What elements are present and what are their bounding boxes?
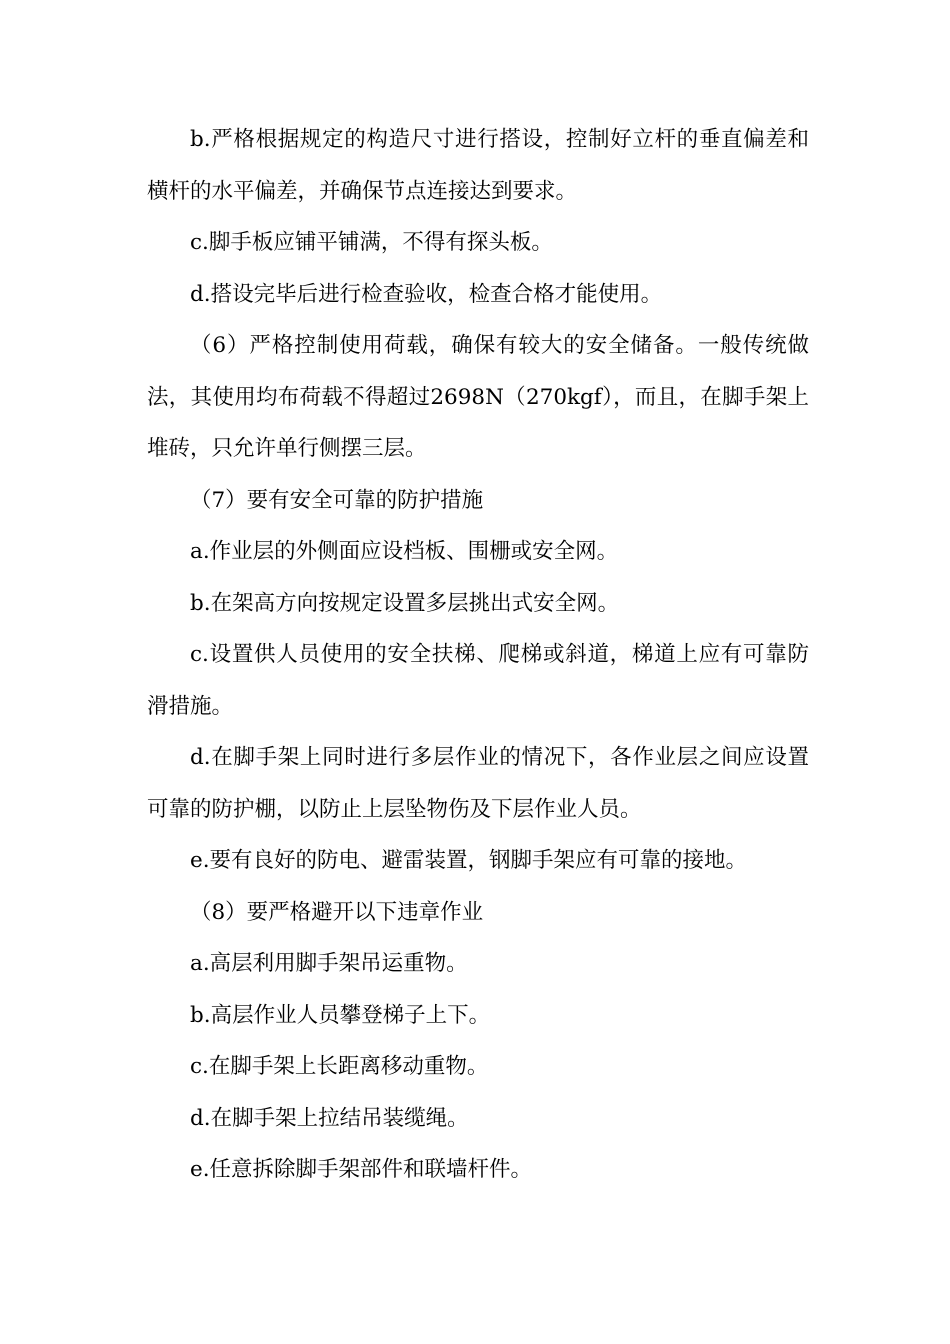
paragraph-b-safety-net: b.在架高方向按规定设置多层挑出式安全网。 <box>190 590 620 616</box>
paragraph-d-cables: d.在脚手架上拉结吊装缆绳。 <box>190 1105 469 1131</box>
paragraph-e-grounding: e.要有良好的防电、避雷装置，钢脚手架应有可靠的接地。 <box>190 848 748 873</box>
heading-7-protection: （7）要有安全可靠的防护措施 <box>190 487 484 513</box>
heading-8-violations: （8）要严格避开以下违章作业 <box>190 899 484 925</box>
paragraph-d-protective-shed: d.在脚手架上同时进行多层作业的情况下，各作业层之间应设置可靠的防护棚，以防止上层坠物伤及下层作业人员。 <box>147 745 809 822</box>
paragraph-a-outer-guard: a.作业层的外侧面应设档板、围栅或安全网。 <box>190 539 619 564</box>
paragraph-b-erection: b.严格根据规定的构造尺寸进行搭设，控制好立杆的垂直偏差和横杆的水平偏差，并确保节点连接达到要求。 <box>147 127 809 204</box>
paragraph-c-ladders: c.设置供人员使用的安全扶梯、爬梯或斜道，梯道上应有可靠防滑措施。 <box>147 642 809 719</box>
document-body <box>147 114 809 1196</box>
paragraph-e-dismantling: e.任意拆除脚手架部件和联墙杆件。 <box>190 1157 533 1182</box>
paragraph-a-lifting: a.高层利用脚手架吊运重物。 <box>190 951 468 976</box>
paragraph-6-load-control: （6）严格控制使用荷载，确保有较大的安全储备。一般传统做法，其使用均布荷载不得超过2698N（270kgf），而且，在脚手架上堆砖，只允许单行侧摆三层。 <box>147 333 809 461</box>
paragraph-c-moving-weights: c.在脚手架上长距离移动重物。 <box>190 1054 489 1079</box>
paragraph-c-scaffold-board: c.脚手板应铺平铺满，不得有探头板。 <box>190 230 553 255</box>
paragraph-b-climbing: b.高层作业人员攀登梯子上下。 <box>190 1002 491 1028</box>
paragraph-d-inspection: d.搭设完毕后进行检查验收，检查合格才能使用。 <box>190 281 663 307</box>
